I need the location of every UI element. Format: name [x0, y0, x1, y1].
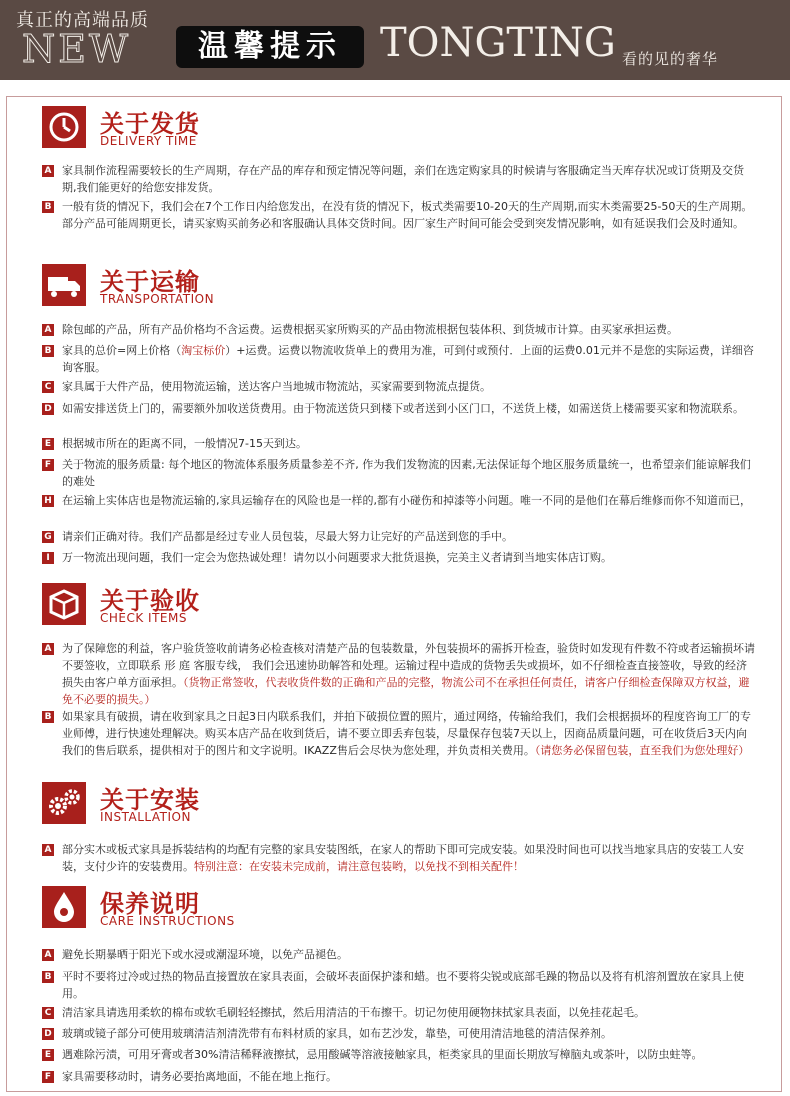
item-badge: A [42, 324, 54, 336]
list-item [42, 549, 756, 566]
section-title-cn: 关于验收 [100, 587, 200, 615]
item-badge: D [42, 403, 54, 415]
section-title-en: CHECK ITEMS [100, 611, 187, 625]
item-badge: G [42, 531, 54, 543]
list-item [42, 1046, 756, 1063]
item-badge: A [42, 844, 54, 856]
item-text: 除包邮的产品，所有产品价格均不含运费。运费根据买家所购买的产品由物流根据包装体积、到货城市计算。由买家承担运费。 [62, 323, 678, 336]
item-badge: F [42, 1071, 54, 1083]
list-item [42, 946, 756, 963]
item-badge: B [42, 711, 54, 723]
list-item [42, 162, 756, 196]
section-title-en: INSTALLATION [100, 810, 191, 824]
item-badge: A [42, 949, 54, 961]
section-title-en: TRANSPORTATION [100, 292, 215, 306]
section-title-cn: 关于运输 [100, 268, 200, 296]
list-item [42, 841, 756, 875]
list-item [42, 1068, 756, 1085]
item-text: 关于物流的服务质量: 每个地区的物流体系服务质量参差不齐, 作为我们发物流的因素,无法保证每个地区服务质量统一，也希望亲们能谅解我们的难处 [62, 458, 751, 488]
section-title-en: DELIVERY TIME [100, 134, 197, 148]
item-badge: F [42, 459, 54, 471]
item-badge: B [42, 201, 54, 213]
list-item [42, 378, 756, 395]
item-text: 家具需要移动时，请务必要抬离地面，不能在地上拖行。 [62, 1070, 337, 1083]
item-text: 家具制作流程需要较长的生产周期，存在产品的库存和预定情况等问题，亲们在选定购家具的时候请与客服确定当天库存状况或订货期及交货期,我们能更好的给您安排发货。 [62, 164, 744, 194]
item-text: 家具的总价=网上价格（淘宝标价）+运费。运费以物流收货单上的费用为准，可到付或预付．上面的运费0.01元并不是您的实际运费，详细咨询客服。 [62, 344, 754, 374]
section-title-cn: 关于发货 [100, 110, 200, 138]
highlight-text: 特别注意：在安装未完成前，请注意包装哟，以免找不到相关配件！ [194, 860, 524, 873]
item-badge: B [42, 345, 54, 357]
section-check-header [42, 583, 402, 631]
list-item [42, 456, 756, 490]
clock-icon [42, 106, 86, 148]
list-item [42, 492, 756, 509]
item-badge: A [42, 165, 54, 177]
box-icon [42, 583, 86, 625]
item-badge: I [42, 552, 54, 564]
section-delivery-header [42, 106, 402, 154]
item-text: 根据城市所在的距离不同，一般情况7-15天到达。 [62, 437, 307, 450]
item-text: 为了保障您的利益，客户验货签收前请务必检查核对清楚产品的包装数量，外包装损坏的需拆开检查，验货时如发现有件数不符或者运输损坏请不要签收，立即联系 形 庭 客服专线， 我们会迅速协助解答和处理。运输过程中造成的货物丢失或损坏，如不仔细检查直接签收，导致的经济损失由客户单方面承担。（货物正常签收，代表收货件数的正确和产品的完整，物流公司不在承担任何责任，请客户仔细检查保障双方权益，避免不必要的损失。） [62, 642, 755, 706]
highlight-text: 淘宝标价 [181, 344, 226, 357]
item-badge: C [42, 381, 54, 393]
list-item [42, 435, 756, 452]
header-banner [0, 0, 790, 80]
item-badge: E [42, 438, 54, 450]
item-text: 在运输上实体店也是物流运输的,家具运输存在的风险也是一样的,都有小碰伤和掉漆等小问题。唯一不同的是他们在幕后维修而你不知道而已， [62, 494, 751, 507]
list-item [42, 400, 756, 417]
item-text: 如果家具有破损，请在收到家具之日起3日内联系我们，并拍下破损位置的照片，通过网络，传输给我们，我们会根据损坏的程度咨询工厂的专业师傅，进行快速处理解决。购买本店产品在收到货后，请不要立即丢弃包装，尽量保存包装7天以上，因商品质量问题，可在收货后3天内向我们的售后联系，提供相对于的图片和文字说明。IKAZZ售后会尽快为您处理，并负责相关费用。（请您务必保留包装，直至我们为您处理好） [62, 710, 751, 757]
section-install-header [42, 782, 402, 830]
list-item [42, 528, 756, 545]
new-word: NEW [22, 27, 132, 71]
item-text: 如需安排送货上门的，需要额外加收送货费用。由于物流送货只到楼下或者送到小区门口，不送货上楼，如需送货上楼需要买家和物流联系。 [62, 402, 744, 415]
item-text: 平时不要将过冷或过热的物品直接置放在家具表面，会破坏表面保护漆和蜡。也不要将尖锐或底部毛躁的物品以及将有机溶剂置放在家具上使用。 [62, 970, 744, 1000]
item-badge: B [42, 971, 54, 983]
item-badge: C [42, 1007, 54, 1019]
item-text: 避免长期暴晒于阳光下或水浸或潮湿环境，以免产品褪色。 [62, 948, 348, 961]
item-badge: D [42, 1028, 54, 1040]
highlight-text: （请您务必保留包装，直至我们为您处理好） [534, 744, 750, 757]
list-item [42, 342, 756, 376]
item-text: 家具属于大件产品，使用物流运输，送达客户当地城市物流站，买家需要到物流点提货。 [62, 380, 491, 393]
item-text: 玻璃或镜子部分可使用玻璃清洁剂清洗带有布料材质的家具，如布艺沙发，靠垫，可使用清洁地毯的清洁保养剂。 [62, 1027, 612, 1040]
item-text: 遇难除污渍，可用牙膏或者30%清洁稀释液擦拭，忌用酸碱等溶液接触家具，柜类家具的里面长期放写樟脑丸或茶叶，以防虫蛀等。 [62, 1048, 703, 1061]
list-item [42, 198, 756, 232]
section-title-en: CARE INSTRUCTIONS [100, 914, 235, 928]
page-title: 温馨提示 [176, 26, 364, 68]
slogan-left: 真正的高端品质 [16, 10, 149, 31]
item-text: 万一物流出现问题，我们一定会为您热诚处理！请勿以小问题要求大批货退换，完美主义者请到当地实体店订购。 [62, 551, 612, 564]
section-title-cn: 关于安装 [100, 786, 200, 814]
gears-icon [42, 782, 86, 824]
section-care-header [42, 886, 402, 934]
list-item [42, 1004, 756, 1021]
list-item [42, 640, 756, 708]
list-item [42, 968, 756, 1002]
item-text: 一般有货的情况下，我们会在7个工作日内给您发出，在没有货的情况下，板式类需要10-20天的生产周期,而实木类需要25-50天的生产周期。部分产品可能周期更长，请买家购买前务必和客服确认具体交货时间。因厂家生产时间可能会受到突发情况影响，如有延误我们会及时通知。 [62, 200, 753, 230]
list-item [42, 321, 756, 338]
item-text: 清洁家具请选用柔软的棉布或软毛刷轻轻擦拭，然后用清洁的干布擦干。切记勿使用硬物抹拭家具表面，以免挂花起毛。 [62, 1006, 645, 1019]
item-text: 部分实木或板式家具是拆装结构的均配有完整的家具安装图纸，在家人的帮助下即可完成安装。如果没时间也可以找当地家具店的安装工人安装，支付少许的安装费用。特别注意：在安装未完成前，请注意包装哟，以免找不到相关配件！ [62, 843, 744, 873]
highlight-text: （货物正常签收，代表收货件数的正确和产品的完整，物流公司不在承担任何责任，请客户仔细检查保障双方权益，避免不必要的损失。） [62, 676, 750, 706]
item-text: 请亲们正确对待。我们产品都是经过专业人员包装，尽最大努力让完好的产品送到您的手中。 [62, 530, 513, 543]
truck-icon [42, 264, 86, 306]
item-badge: A [42, 643, 54, 655]
slogan-right: 看的见的奢华 [622, 50, 719, 68]
section-title-cn: 保养说明 [100, 890, 200, 918]
section-transport-header [42, 264, 402, 312]
list-item [42, 1025, 756, 1042]
list-item [42, 708, 756, 759]
item-badge: E [42, 1049, 54, 1061]
item-badge: H [42, 495, 54, 507]
brand-logo: TONGTING [380, 20, 616, 66]
drop-icon [42, 886, 86, 928]
